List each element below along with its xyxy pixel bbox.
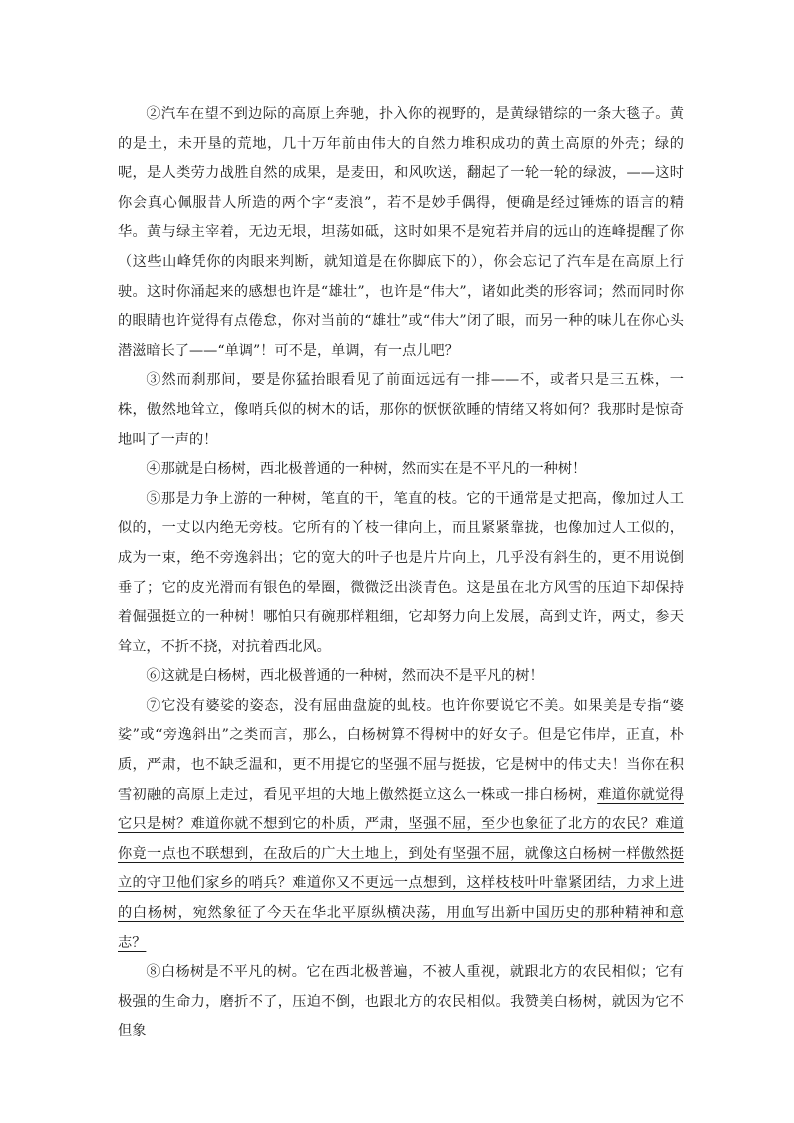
paragraph-5: ⑤那是力争上游的一种树，笔直的干，笔直的枝。它的干通常是丈把高，像加过人工似的，一丈以内绝无旁枝。它所有的丫枝一律向上，而且紧紧靠拢，也像加过人工似的，成为一束，绝不旁逸斜出；它的宽大的叶子也是片片向上，几乎没有斜生的，更不用说倒垂了；它的皮光滑而有银色的晕圈，微微泛出淡青色。这是虽在北方风雪的压迫下却保持着倔强挺立的一种树！哪怕只有碗那样粗细，它却努力向上发展，高到丈许，两丈，参天耸立，不折不挠，对抗着西北风。 [118,490,684,655]
paragraph-6: ⑥这就是白杨树，西北极普通的一种树，然而决不是平凡的树！ [146,668,544,685]
paragraph-7-text: ⑦它没有婆娑的姿态，没有屈曲盘旋的虬枝。也许你要说它不美。如果美是专指“婆娑”或“旁逸斜出”之类而言，那么，白杨树算不得树中的好女子。但是它伟岸，正直，朴质，严肃，也不缺乏温和，更不用提它的坚强不屈与挺拔，它是树中的伟丈夫！当你在积雪初融的高原上走过，看见平坦的大地上傲然挺立这么一株或一排白杨树， [118,697,684,803]
paragraph-4: ④那就是白杨树，西北极普通的一种树，然而实在是不平凡的一种树！ [146,461,587,478]
paragraph-7-underlined-questions: 难道你就觉得它只是树？难道你就不想到它的朴质，严肃，坚强不屈，至少也象征了北方的农民？难道你竟一点也不联想到，在敌后的广大土地上，到处有坚强不屈，就像这白杨树一样傲然挺立的守卫他们家乡的哨兵？难道你又不更远一点想到，这样枝枝叶叶靠紧团结，力求上进的白杨树，宛然象征了今天在华北平原纵横决荡，用血写出新中国历史的那种精神和意志？ [118,786,684,951]
paragraph-7 [118,692,684,958]
paragraph-3: ③然而刹那间，要是你猛抬眼看见了前面远远有一排——不，或者只是三五株，一株，傲然地耸立，像哨兵似的树木的话，那你的恹恹欲睡的情绪又将如何？我那时是惊奇地叫了一声的！ [118,372,684,448]
document-page [118,100,684,1047]
paragraph-2: ②汽车在望不到边际的高原上奔驰，扑入你的视野的，是黄绿错综的一条大毯子。黄的是土，未开垦的荒地，几十万年前由伟大的自然力堆积成功的黄土高原的外壳；绿的呢，是人类劳力战胜自然的成果，是麦田，和风吹送，翻起了一轮一轮的绿波，——这时你会真心佩服昔人所造的两个字“麦浪”，若不是妙手偶得，便确是经过锤炼的语言的精华。黄与绿主宰着，无边无垠，坦荡如砥，这时如果不是宛若并肩的远山的连峰提醒了你（这些山峰凭你的肉眼来判断，就知道是在你脚底下的），你会忘记了汽车是在高原上行驶。这时你涌起来的感想也许是“雄壮”，也许是“伟大”，诸如此类的形容词；然而同时你的眼睛也许觉得有点倦怠，你对当前的“雄壮”或“伟大”闭了眼，而另一种的味儿在你心头潜滋暗长了——“单调”！可不是，单调，有一点儿吧？ [118,106,684,359]
paragraph-8: ⑧白杨树是不平凡的树。它在西北极普遍，不被人重视，就跟北方的农民相似；它有极强的生命力，磨折不了，压迫不倒，也跟北方的农民相似。我赞美白杨树，就因为它不但象 [118,964,684,1040]
